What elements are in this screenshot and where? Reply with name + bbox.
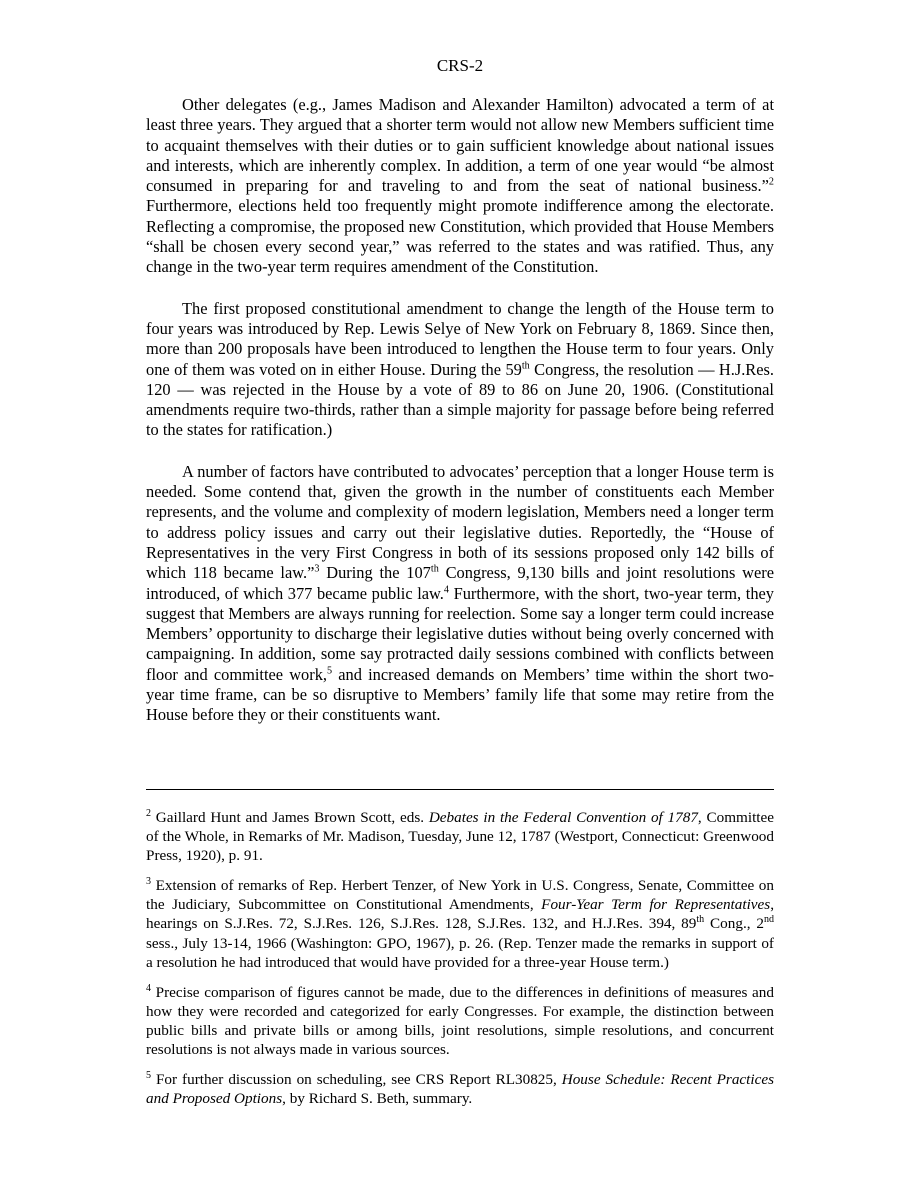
footnote-number: 5 <box>146 1070 152 1082</box>
footnote-number: 2 <box>146 807 152 819</box>
body-text <box>146 95 774 747</box>
ordinal-suffix: th <box>521 360 530 372</box>
footnote-5: $^5$ For further discussion on scheduling, see CRS Report RL30825, House Schedule: Recent Practices and Proposed Options, by Richard S. Beth, summary. <box>146 1070 774 1108</box>
footnote-4: $^4$ Precise comparison of figures cannot be made, due to the differences in definitions of measures and how they were recorded and categorized for early Congresses. For example, the distinction between public bills and private bills or among bills, joint resolutions, simple resolutions, and concurrent resolutions is not always made in various sources. <box>146 982 774 1059</box>
footnote-title: House Schedule: Recent Practices and Proposed Options <box>146 1071 774 1108</box>
footnote-2: $^2$ Gaillard Hunt and James Brown Scott, eds. Debates in the Federal Convention of 1787, Committee of the Whole, in Remarks of Mr. Madison, Tuesday, June 12, 1787 (Westport, Connecticut: Greenwood Press, 1920), p. 91. <box>146 807 774 865</box>
paragraph-3: A number of factors have contributed to advocates’ perception that a longer House term is needed. Some contend that, given the growth in the number of constituents each Member represents, and the volume and complexity of modern legislation, Members need a longer term to address policy issues and carry out their legislative duties. Reportedly, the “House of Representatives in the very First Congress in both of its sessions proposed only 142 bills of which 118 became law.”$^3$ During the 107th Congress, 9,130 bills and joint resolutions were introduced, of which 377 became public law.$^4$ Furthermore, with the short, two-year term, they suggest that Members are always running for reelection. Some say a longer term could increase Members’ opportunity to discharge their legislative duties without being overly concerned with campaigning. In addition, some say protracted daily sessions combined with conflicts between floor and committee work,$^5$ and increased demands on Members’ time within the short two-year time frame, can be so disruptive to Members’ family life that some may retire from the House before they or their constituents want. <box>146 461 774 725</box>
paragraph-2: The first proposed constitutional amendment to change the length of the House term to four years was introduced by Rep. Lewis Selye of New York on February 8, 1869. Since then, more than 200 proposals have been introduced to lengthen the House term to four years. Only one of them was voted on in either House. During the 59th Congress, the resolution — H.J.Res. 120 — was rejected in the House by a vote of 89 to 86 on June 20, 1906. (Constitutional amendments require two-thirds, rather than a simple majority for passage before being referred to the states for ratification.) <box>146 298 774 440</box>
footnote-ref-2[interactable]: 2 <box>768 176 774 188</box>
footnote-3: $^3$ Extension of remarks of Rep. Herbert Tenzer, of New York in U.S. Congress, Senate, Committee on the Judiciary, Subcommittee on Constitutional Amendments, Four-Year Term for Representatives, hearings on S.J.Res. 72, S.J.Res. 126, S.J.Res. 128, S.J.Res. 132, and H.J.Res. 394, 89th Cong., 2nd sess., July 13-14, 1966 (Washington: GPO, 1967), p. 26. (Rep. Tenzer made the remarks in support of a resolution he had introduced that would have provided for a three-year House term.) <box>146 876 775 971</box>
footnote-divider <box>146 789 774 790</box>
ordinal-suffix: th <box>696 914 705 926</box>
footnote-ref-4[interactable]: 4 <box>443 584 449 596</box>
footnote-ref-5[interactable]: 5 <box>327 665 333 677</box>
ordinal-suffix: nd <box>764 914 775 926</box>
footnote-ref-3[interactable]: 3 <box>314 563 320 575</box>
footnote-number: 4 <box>146 982 152 994</box>
paragraph-1: Other delegates (e.g., James Madison and Alexander Hamilton) advocated a term of at least three years. They argued that a shorter term would not allow new Members sufficient time to acquaint themselves with their duties or to gain sufficient knowledge about national issues and interests, which are inherently complex. In addition, a term of one year would “be almost consumed in preparing for and traveling to and from the seat of national business.”$^2$ Furthermore, elections held too frequently might promote indifference among the electorate. Reflecting a compromise, the proposed new Constitution, which provided that House Members “shall be chosen every second year,” was referred to the states and was ratified. Thus, any change in the two-year term requires amendment of the Constitution. <box>146 95 774 277</box>
footnote-number: 3 <box>146 876 152 888</box>
footnote-title: Four-Year Term for Representatives <box>541 896 771 914</box>
footnote-title: Debates in the Federal Convention of 1787 <box>428 809 698 826</box>
footnotes <box>146 808 774 1119</box>
page-header <box>146 56 774 76</box>
page-label: CRS-2 <box>436 56 484 75</box>
ordinal-suffix: th <box>430 563 439 575</box>
